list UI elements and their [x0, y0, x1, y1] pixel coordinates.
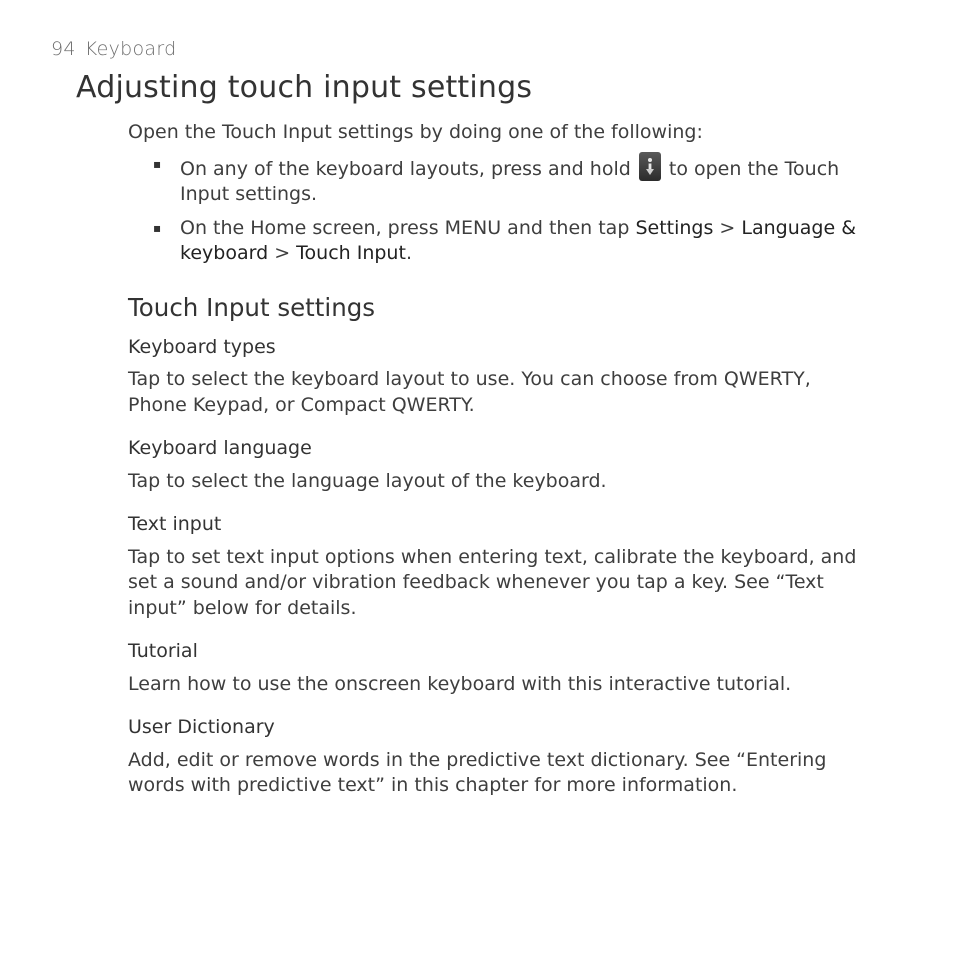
- main-content: [128, 120, 858, 799]
- page-number: 94: [51, 38, 76, 60]
- path-separator: >: [719, 216, 736, 239]
- section-title: Touch Input settings: [128, 292, 376, 322]
- instruction-list: [128, 152, 858, 267]
- list-item: [128, 216, 858, 267]
- bullet-icon: ▪: [153, 156, 162, 171]
- setting-name: Text input: [128, 513, 222, 535]
- setting-keyboard-language: [128, 436, 858, 494]
- ui-term-touch-input: Touch Input: [296, 242, 406, 264]
- ui-term-settings: Settings: [635, 216, 714, 239]
- setting-description: Learn how to use the onscreen keyboard with this interactive tutorial.: [128, 672, 792, 695]
- intro-text: Open the Touch Input settings by doing one of the following:: [128, 121, 703, 143]
- setting-description: Add, edit or remove words in the predictive text dictionary. See “Entering words with predictive text” in this chapter for more information.: [128, 748, 827, 796]
- path-separator: >: [274, 242, 291, 264]
- setting-description: Tap to select the language layout of the keyboard.: [128, 469, 607, 492]
- setting-name: User Dictionary: [128, 716, 275, 738]
- bullet-text-before: On any of the keyboard layouts, press and hold: [180, 157, 631, 180]
- setting-name: Keyboard types: [128, 335, 276, 358]
- setting-tutorial: [128, 639, 858, 697]
- chapter-name: Keyboard: [84, 38, 177, 60]
- running-header: [51, 38, 177, 60]
- bullet-text-after: to open the Touch Input settings.: [180, 157, 840, 205]
- touch-input-settings-key-icon: [639, 152, 661, 181]
- bullet-icon: ▪: [153, 220, 162, 235]
- setting-keyboard-types: [128, 335, 858, 419]
- sentence-end: .: [405, 242, 412, 264]
- list-item: [128, 152, 858, 208]
- bullet-text: On the Home screen, press MENU and then tap: [180, 216, 630, 239]
- setting-user-dictionary: [128, 715, 858, 799]
- page-title: Adjusting touch input settings: [76, 70, 533, 105]
- setting-description: Tap to set text input options when entering text, calibrate the keyboard, and set a sound and/or vibration feedback whenever you tap a key. See “Text input” below for details.: [128, 545, 857, 619]
- ui-term-language-keyboard: Language & keyboard: [180, 216, 857, 264]
- setting-text-input: [128, 512, 858, 621]
- setting-description: Tap to select the keyboard layout to use. You can choose from QWERTY, Phone Keypad, or Compact QWERTY.: [128, 368, 811, 416]
- setting-name: Tutorial: [128, 640, 198, 662]
- setting-name: Keyboard language: [128, 437, 312, 459]
